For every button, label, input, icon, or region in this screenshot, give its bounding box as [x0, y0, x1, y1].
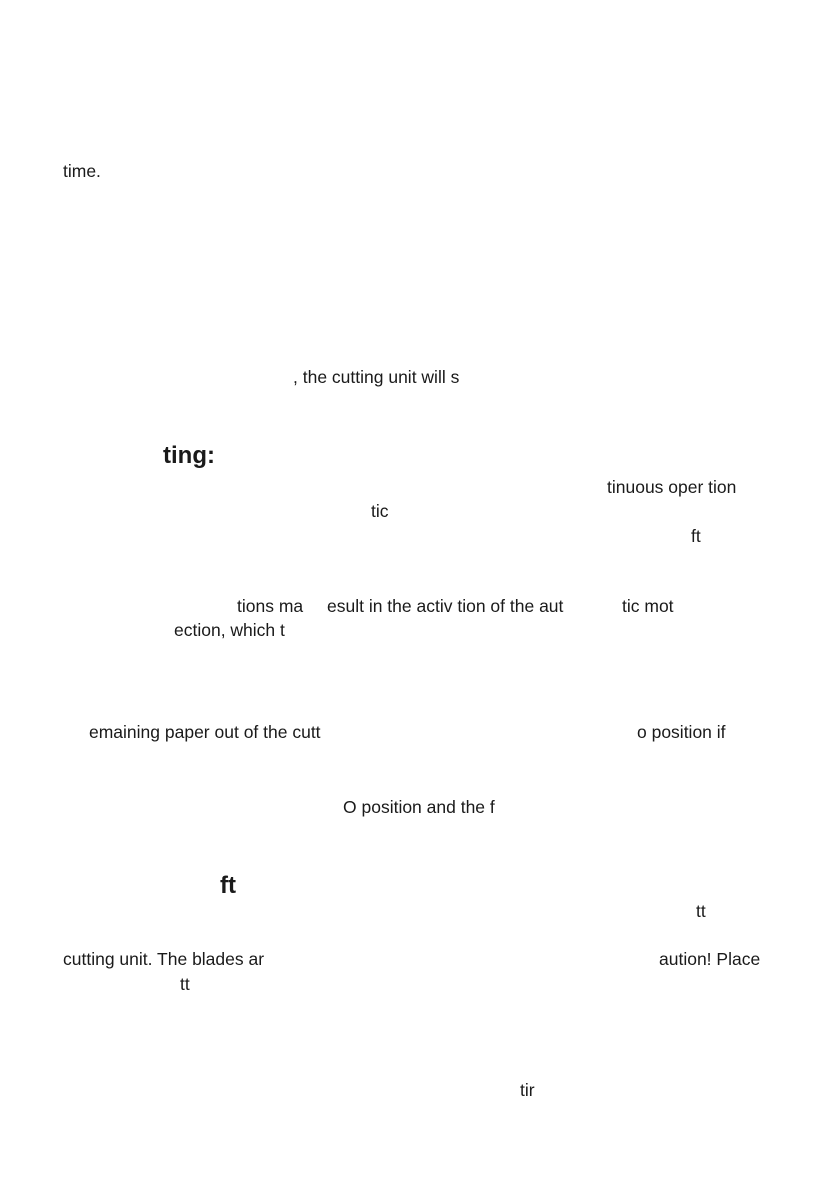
text-fragment: tinuous oper tion — [607, 477, 737, 497]
text-fragment: cutting unit. The blades ar — [63, 949, 265, 969]
text-fragment: tic — [371, 501, 389, 521]
text-fragment: tic mot — [622, 596, 674, 616]
text-fragment: tt — [180, 974, 190, 994]
text-fragment: ection, which t — [174, 620, 285, 640]
text-fragment: time. — [63, 161, 101, 181]
text-fragment: tt — [696, 901, 706, 921]
section-heading: ting: — [163, 442, 215, 469]
text-fragment: tions ma — [237, 596, 304, 616]
section-heading: ft — [220, 872, 236, 899]
text-fragment: o position if — [637, 722, 726, 742]
text-fragment: emaining paper out of the cutt — [89, 722, 321, 742]
text-fragment: , the cutting unit will s — [293, 367, 460, 387]
text-fragment: O position and the f — [343, 797, 495, 817]
text-fragment: tir — [520, 1080, 535, 1100]
text-fragment: ft — [691, 526, 701, 546]
text-fragment: esult in the activ tion of the aut — [327, 596, 564, 616]
text-fragment: aution! Place — [659, 949, 761, 969]
